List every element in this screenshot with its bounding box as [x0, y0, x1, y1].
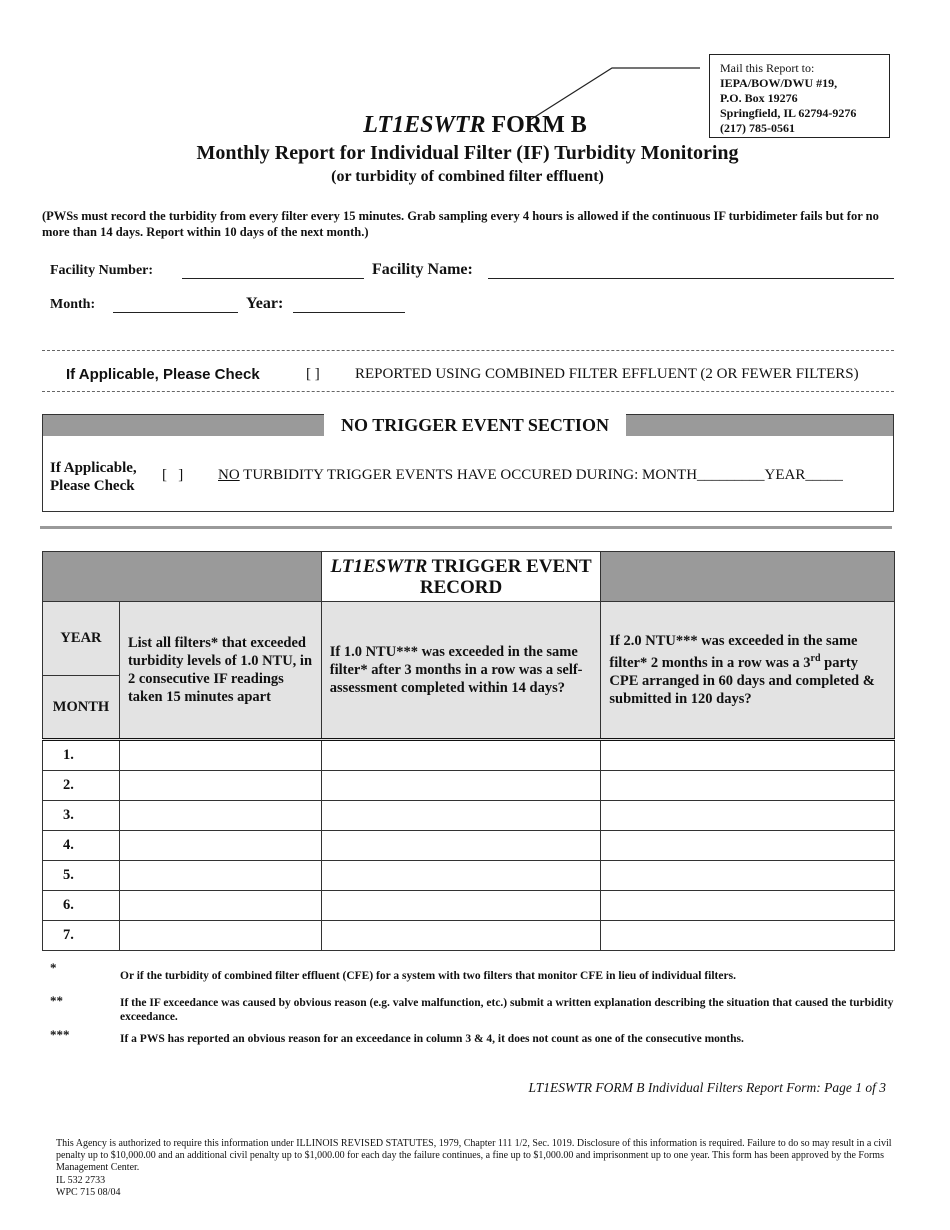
row-self-assessment-cell[interactable] [321, 801, 601, 831]
table-row [43, 861, 895, 891]
legal-notice: This Agency is authorized to require this information under ILLINOIS REVISED STATUTES, 1979, Chapter 111 1/2, Sec. 1019. Disclosure of this information is required. Failure to do so may result in a civil penalty up to $10,000.00 and an additional civil penalty up to $1,000.00 for each day the failure continues, a fine up to $1,000.00 and imprisonment up to one year. This form has been approved by the Forms Management Center. [56, 1138, 892, 1173]
footnote-2: If the IF exceedance was caused by obvious reason (e.g. valve malfunction, etc.) submit a written explanation describing the situation that caused the turbidity exceedance. [120, 997, 894, 1023]
row-self-assessment-cell[interactable] [321, 740, 601, 771]
no-trigger-label-line1: If Applicable, [50, 460, 137, 476]
page-footer: LT1ESWTR FORM B Individual Filters Report Form: Page 1 of 3 [528, 1080, 886, 1095]
no-trigger-statement [218, 467, 843, 484]
form-id-wpc: WPC 715 08/04 [56, 1187, 121, 1198]
section-divider [40, 526, 892, 529]
mail-heading: Mail this Report to: [720, 61, 815, 75]
table-header-blank-right [601, 552, 895, 602]
row-number: 5. [43, 861, 120, 891]
row-filters-cell[interactable] [119, 921, 321, 951]
footnote-mark-2: ** [50, 993, 63, 1008]
row-cpe-cell[interactable] [601, 740, 895, 771]
footnote-mark-3: *** [50, 1027, 70, 1042]
mail-line-phone: (217) 785-0561 [720, 121, 795, 135]
footnote-mark-1: * [50, 960, 57, 975]
form-subtitle-note: (or turbidity of combined filter effluent) [331, 168, 604, 185]
year-field[interactable] [293, 312, 405, 313]
table-row [43, 921, 895, 951]
row-self-assessment-cell[interactable] [321, 831, 601, 861]
table-row [43, 740, 895, 771]
no-trigger-title: NO TRIGGER EVENT SECTION [324, 414, 626, 436]
table-header-blank-left [43, 552, 322, 602]
cfe-statement: REPORTED USING COMBINED FILTER EFFLUENT (2 OR FEWER FILTERS) [355, 366, 859, 382]
form-subtitle: Monthly Report for Individual Filter (IF) Turbidity Monitoring [196, 142, 739, 164]
facility-number-label: Facility Number: [50, 263, 154, 278]
form-title-rest: FORM B [485, 112, 587, 138]
table-row [43, 801, 895, 831]
col-cpe-text-b: party CPE arranged in 60 days and completed & submitted in 120 days? [609, 654, 875, 707]
facility-name-label: Facility Name: [372, 261, 473, 278]
no-trigger-label-line2: Please Check [50, 478, 135, 494]
row-cpe-cell[interactable] [601, 831, 895, 861]
form-identifiers [56, 1175, 120, 1199]
no-trigger-no: NO [218, 467, 240, 483]
footnote-1: Or if the turbidity of combined filter effluent (CFE) for a system with two filters that monitor CFE in lieu of individual filters. [120, 970, 736, 982]
month-field[interactable] [113, 312, 238, 313]
row-self-assessment-cell[interactable] [321, 891, 601, 921]
row-self-assessment-cell[interactable] [321, 771, 601, 801]
row-filters-cell[interactable] [119, 740, 321, 771]
year-label: Year: [246, 295, 284, 312]
row-self-assessment-cell[interactable] [321, 861, 601, 891]
row-cpe-cell[interactable] [601, 861, 895, 891]
month-label: Month: [50, 297, 96, 312]
col-month-header: MONTH [43, 676, 120, 740]
col-year-header: YEAR [43, 602, 120, 676]
mail-line-box: P.O. Box 19276 [720, 91, 798, 105]
table-title-italic: LT1ESWTR [330, 555, 428, 577]
col-cpe-text-a: If 2.0 NTU*** was exceeded in the same filter* 2 months in a row was a 3 [609, 633, 858, 671]
row-filters-cell[interactable] [119, 801, 321, 831]
col-filters-header: List all filters* that exceeded turbidity levels of 1.0 NTU, in 2 consecutive IF readings taken 15 minutes apart [119, 602, 321, 740]
no-trigger-check-label [50, 459, 137, 495]
no-trigger-text: TURBIDITY TRIGGER EVENTS HAVE OCCURED DURING: MONTH_________YEAR_____ [239, 467, 843, 483]
row-number: 2. [43, 771, 120, 801]
row-self-assessment-cell[interactable] [321, 921, 601, 951]
footnote-3: If a PWS has reported an obvious reason for an exceedance in column 3 & 4, it does not count as one of the consecutive months. [120, 1033, 744, 1045]
form-id-il: IL 532 2733 [56, 1175, 106, 1186]
table-row [43, 891, 895, 921]
table-row [43, 831, 895, 861]
row-number: 4. [43, 831, 120, 861]
table-row [43, 771, 895, 801]
mail-line-agency: IEPA/BOW/DWU #19, [720, 76, 838, 90]
cfe-checkbox[interactable]: [ ] [306, 366, 320, 382]
trigger-event-table [42, 551, 895, 951]
instructions: (PWSs must record the turbidity from every filter every 15 minutes. Grab sampling every 4 hours is allowed if the continuous IF turbidimeter fails but for no more than 14 days. Report within 10 days of the next month.) [42, 209, 879, 239]
form-title-italic: LT1ESWTR [363, 112, 486, 138]
col-cpe-sup: rd [810, 653, 821, 665]
row-filters-cell[interactable] [119, 861, 321, 891]
row-number: 3. [43, 801, 120, 831]
table-title [321, 552, 601, 602]
row-number: 6. [43, 891, 120, 921]
row-filters-cell[interactable] [119, 891, 321, 921]
mail-address-box [709, 54, 890, 138]
row-filters-cell[interactable] [119, 831, 321, 861]
row-number: 1. [43, 740, 120, 771]
mail-line-city: Springfield, IL 62794-9276 [720, 106, 857, 120]
row-cpe-cell[interactable] [601, 801, 895, 831]
facility-name-field[interactable] [488, 278, 894, 279]
row-cpe-cell[interactable] [601, 771, 895, 801]
facility-number-field[interactable] [182, 278, 364, 279]
row-cpe-cell[interactable] [601, 891, 895, 921]
table-title-rest: TRIGGER EVENT RECORD [419, 555, 592, 598]
row-cpe-cell[interactable] [601, 921, 895, 951]
no-trigger-checkbox[interactable]: [ ] [162, 467, 184, 483]
col-cpe-header [601, 602, 895, 740]
cfe-check-label: If Applicable, Please Check [66, 366, 260, 383]
row-number: 7. [43, 921, 120, 951]
row-filters-cell[interactable] [119, 771, 321, 801]
col-self-assessment-header: If 1.0 NTU*** was exceeded in the same filter* after 3 months in a row was a self-assessment completed within 14 days? [321, 602, 601, 740]
